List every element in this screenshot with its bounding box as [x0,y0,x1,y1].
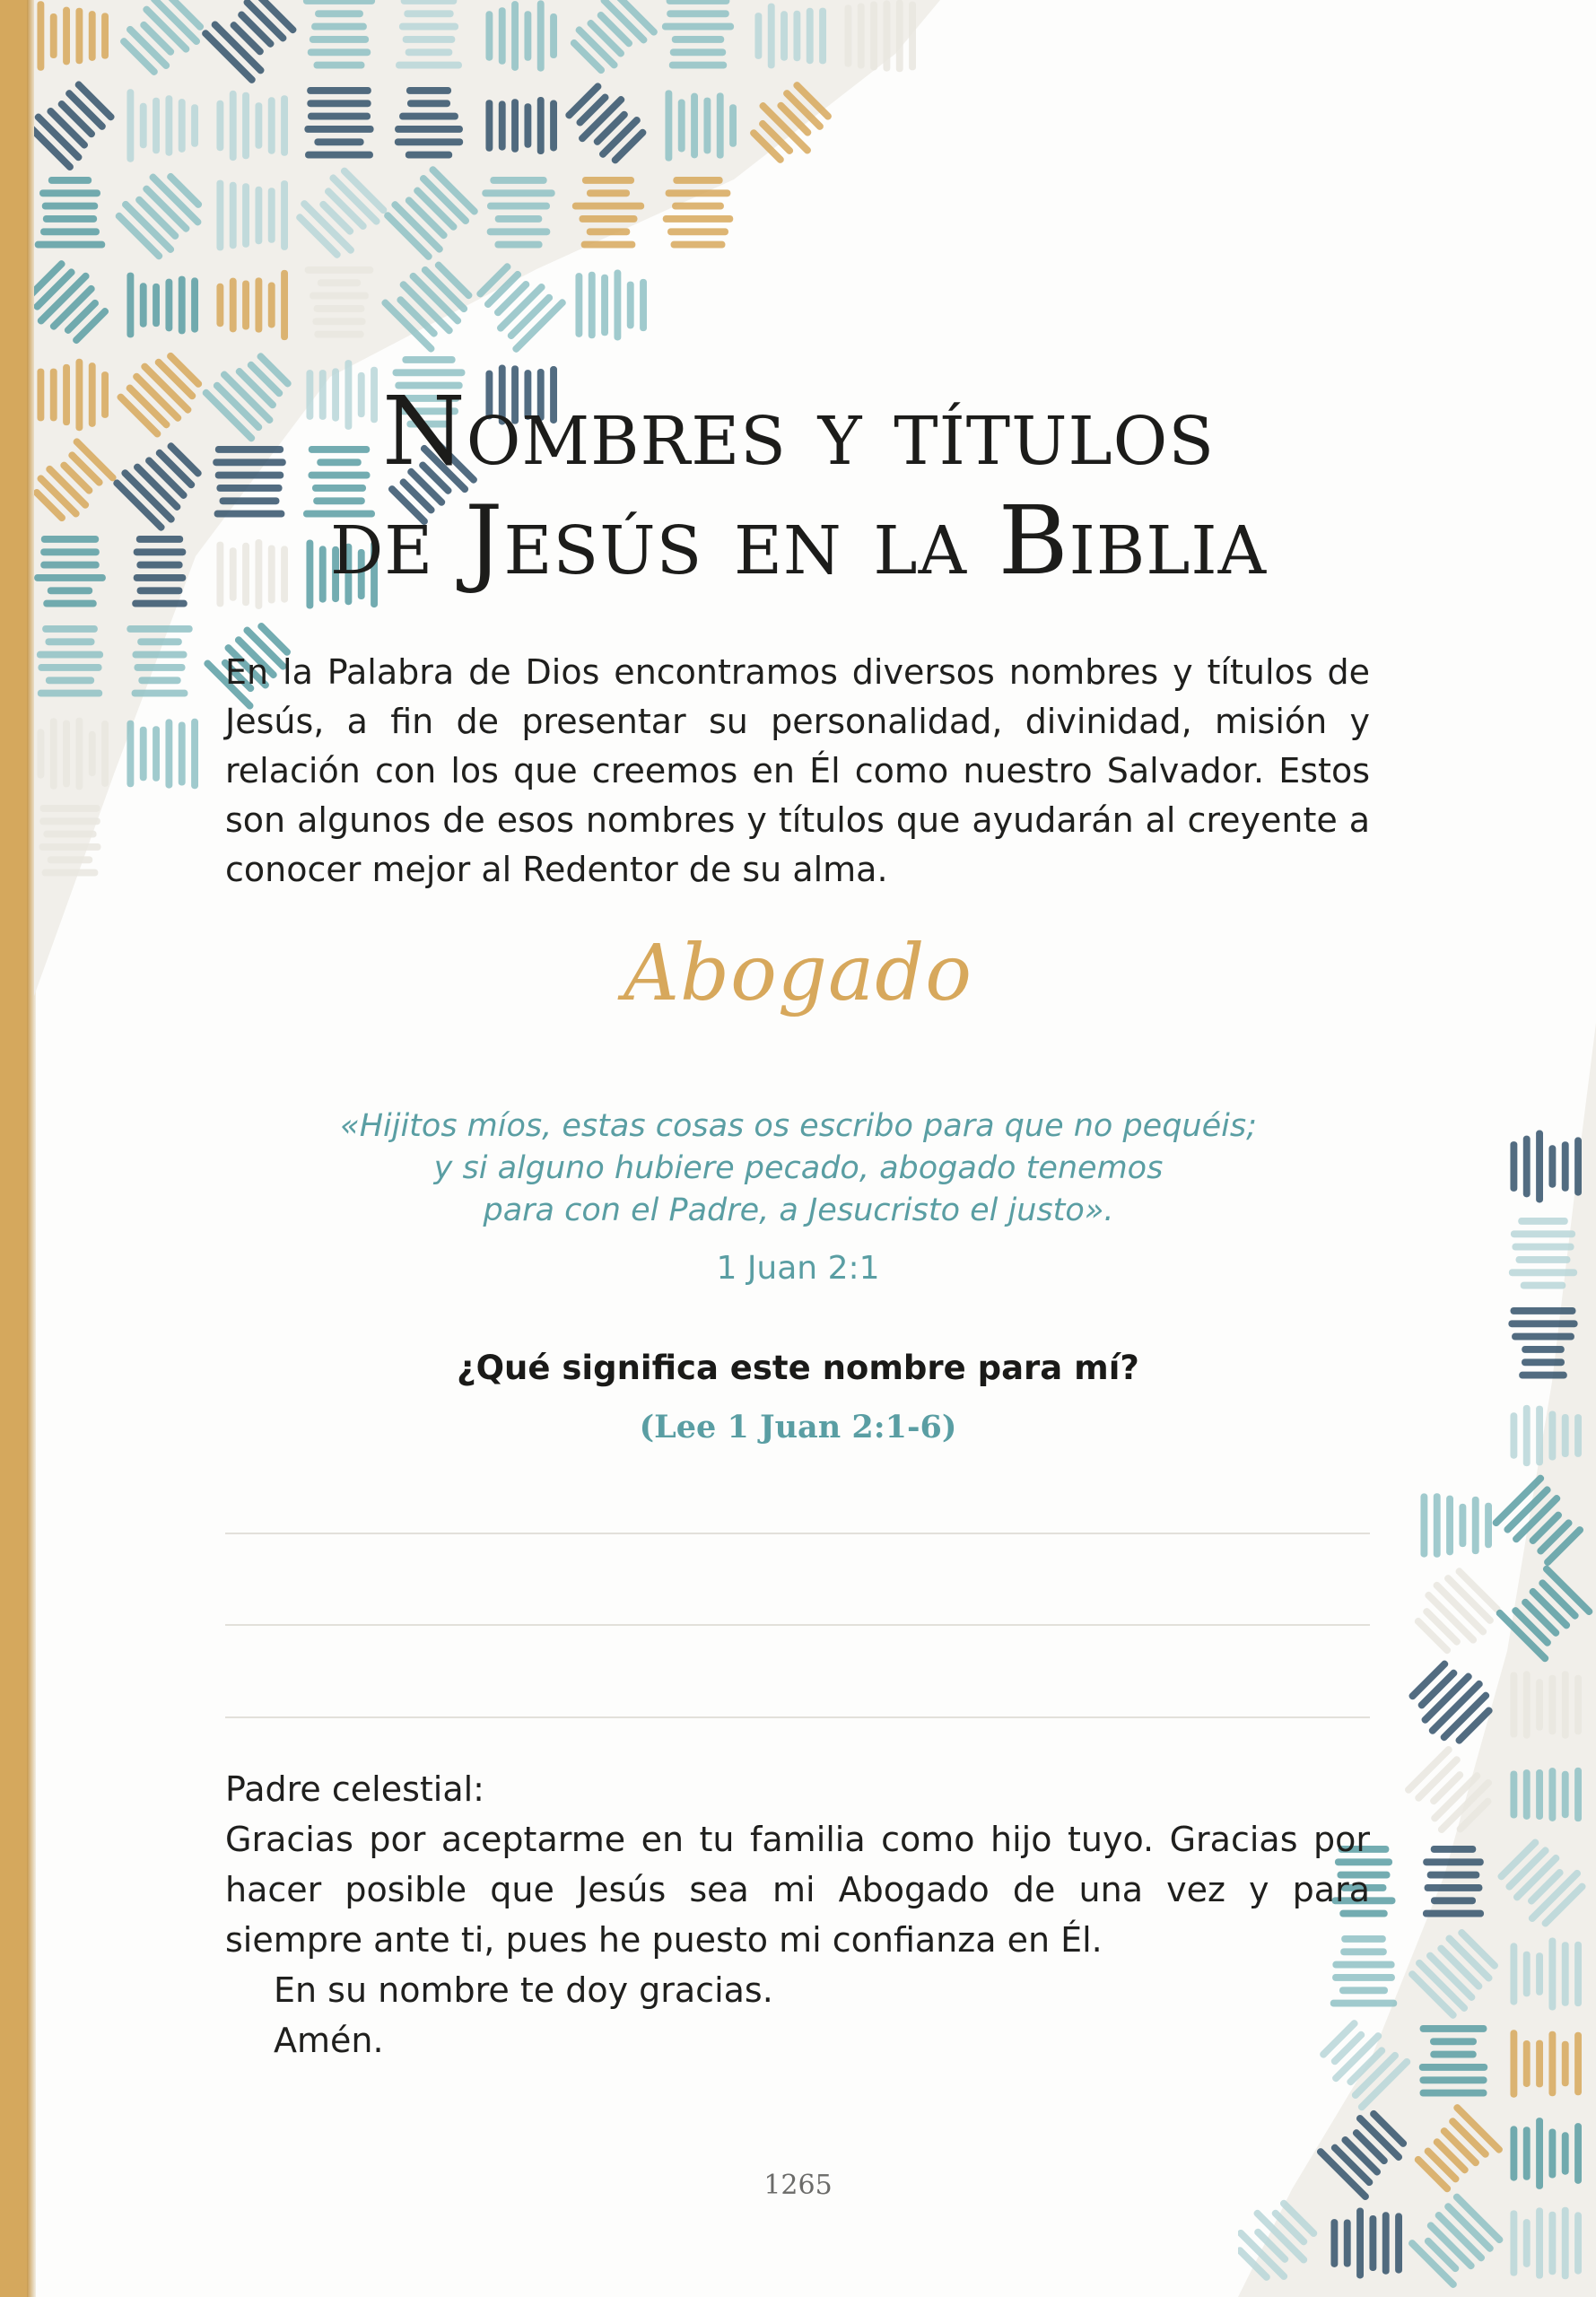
reflection-question: ¿Qué significa este nombre para mí? [457,1349,1139,1387]
page-title [224,377,1373,596]
title-line-2: de Jesús en la Biblia [329,485,1268,596]
writing-line [225,1624,1370,1626]
prayer-body: Gracias por aceptarme en tu familia como hijo tuyo. Gracias por hacer posible que Jesús sea mi Abogado de una vez y para siempre ante ti, pues he puesto mi confianza en Él. [225,1820,1370,1960]
prayer-amen: Amén. [274,2021,384,2060]
prayer-closing: En su nombre te doy gracias. [274,1970,773,2010]
prayer-salutation: Padre celestial: [225,1769,484,1809]
title-line-1: Nombres y títulos [381,376,1216,486]
writing-line [225,1533,1370,1534]
verse-line-3: para con el Padre, a Jesucristo el justo». [483,1192,1114,1228]
page-number: 1265 [763,2170,833,2201]
bible-verse [224,1105,1373,1232]
verse-line-2: y si alguno hubiere pecado, abogado tenemos [433,1150,1164,1186]
prayer [225,1764,1370,2066]
jesus-name-heading: Abogado [623,929,973,1018]
writing-line [225,1716,1370,1718]
intro-paragraph: En la Palabra de Dios encontramos diversos nombres y títulos de Jesús, a fin de presentar su personalidad, divinidad, misión y relación con los que creemos en Él como nuestro Salvador. Estos son algunos de esos nombres y títulos que ayudarán al creyente a conocer mejor al Redentor de su alma. [225,652,1370,889]
verse-line-1: «Hijitos míos, estas cosas os escribo para que no pequéis; [340,1108,1257,1144]
reading-reference: (Lee 1 Juan 2:1-6) [639,1409,957,1445]
verse-reference: 1 Juan 2:1 [716,1250,880,1287]
